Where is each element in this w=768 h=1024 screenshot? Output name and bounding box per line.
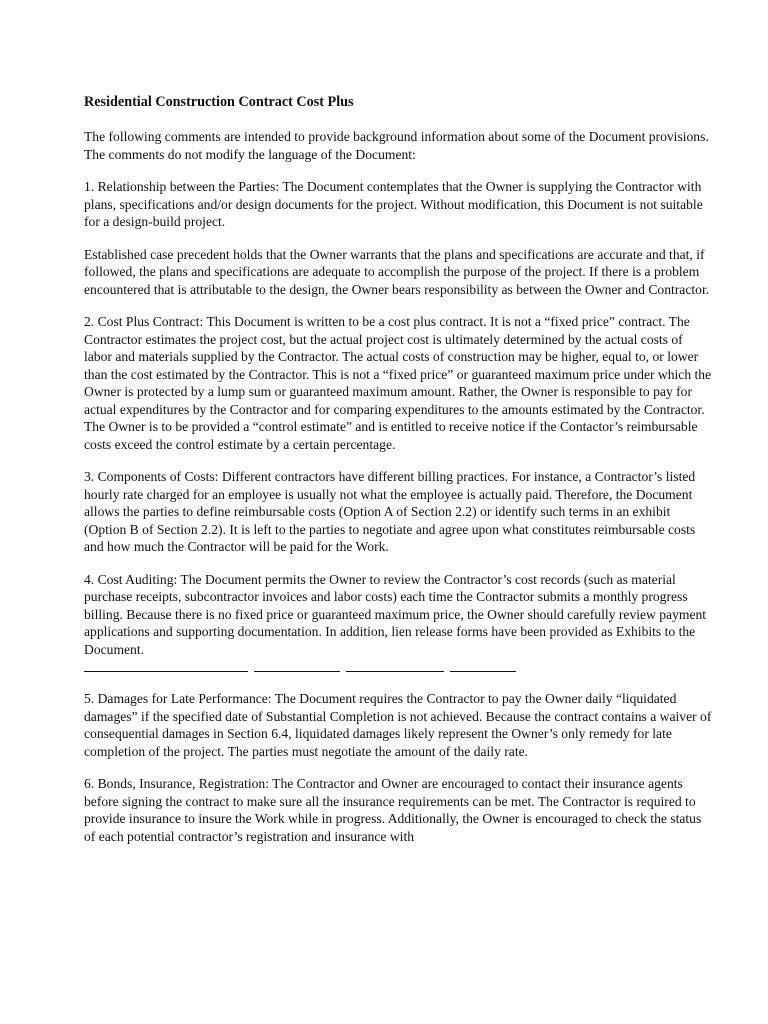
section-4-paragraph: 4. Cost Auditing: The Document permits the Owner to review the Contractor’s cost records (such as material purchase receipts, subcontractor invoices and labor costs) each time the Contractor submits a monthly progress billing. Because there is no fixed price or guaranteed maximum price, the Owner should carefully review payment applications and supporting documentation. In addition, lien release forms have been provided as Exhibits to the Document. (84, 571, 707, 657)
blank-lines (84, 662, 714, 672)
blank-line (346, 662, 444, 672)
blank-line (450, 662, 516, 672)
section-1-paragraph: 1. Relationship between the Parties: The Document contemplates that the Owner is supplying the Contractor with plans, specifications and/or design documents for the project. Without modification, this Document is not suitable for a design-build project. (84, 179, 703, 229)
section-5-paragraph: 5. Damages for Late Performance: The Document requires the Contractor to pay the Owner daily “liquidated damages” if the specified date of Substantial Completion is not achieved. Because the contract contains a waiver of consequential damages in Section 6.4, liquidated damages likely represent the Owner’s only remedy for late completion of the project. The parties must negotiate the amount of the daily rate. (84, 691, 712, 759)
section-1-continuation-paragraph: Established case precedent holds that the Owner warrants that the plans and specifications are accurate and that, if followed, the plans and specifications are adequate to accomplish the purpose of the project. If there is a problem encountered that is attributable to the design, the Owner bears responsibility as between the Owner and Contractor. (84, 246, 710, 297)
section-6-paragraph: 6. Bonds, Insurance, Registration: The Contractor and Owner are encouraged to contact their insurance agents before signing the contract to make sure all the insurance requirements can be met. The Contractor is required to provide insurance to insure the Work while in progress. Additionally, the Owner is encouraged to check the status of each potential contractor’s registration and insurance with (84, 776, 702, 844)
document-page (84, 94, 714, 860)
section-2-paragraph: 2. Cost Plus Contract: This Document is written to be a cost plus contract. It is not a “fixed price” contract. The Contractor estimates the project cost, but the actual project cost is ultimately determined by the actual costs of labor and materials supplied by the Contractor. The actual costs of construction may be higher, equal to, or lower than the cost estimated by the Contractor. This is not a “fixed price” or guaranteed maximum price under which the Owner is protected by a lump sum or guaranteed maximum amount. Rather, the Owner is responsible to pay for actual expenditures by the Contractor and for comparing expenditures to the amounts estimated by the Contractor. The Owner is to be provided a “control estimate” and is entitled to receive notice if the Contactor’s reimbursable costs exceed the control estimate by a certain percentage. (84, 314, 712, 452)
document-title: Residential Construction Contract Cost Plus (84, 94, 354, 110)
blank-line (84, 662, 248, 672)
intro-paragraph: The following comments are intended to provide background information about some of the Document provisions. The comments do not modify the language of the Document: (84, 129, 709, 162)
blank-line (254, 662, 340, 672)
section-3-paragraph: 3. Components of Costs: Different contractors have different billing practices. For instance, a Contractor’s listed hourly rate charged for an employee is usually not what the employee is actually paid. Therefore, the Document allows the parties to define reimbursable costs (Option A of Section 2.2) or identify such terms in an exhibit (Option B of Section 2.2). It is left to the parties to negotiate and agree upon what constitutes reimbursable costs and how much the Contractor will be paid for the Work. (84, 469, 696, 554)
